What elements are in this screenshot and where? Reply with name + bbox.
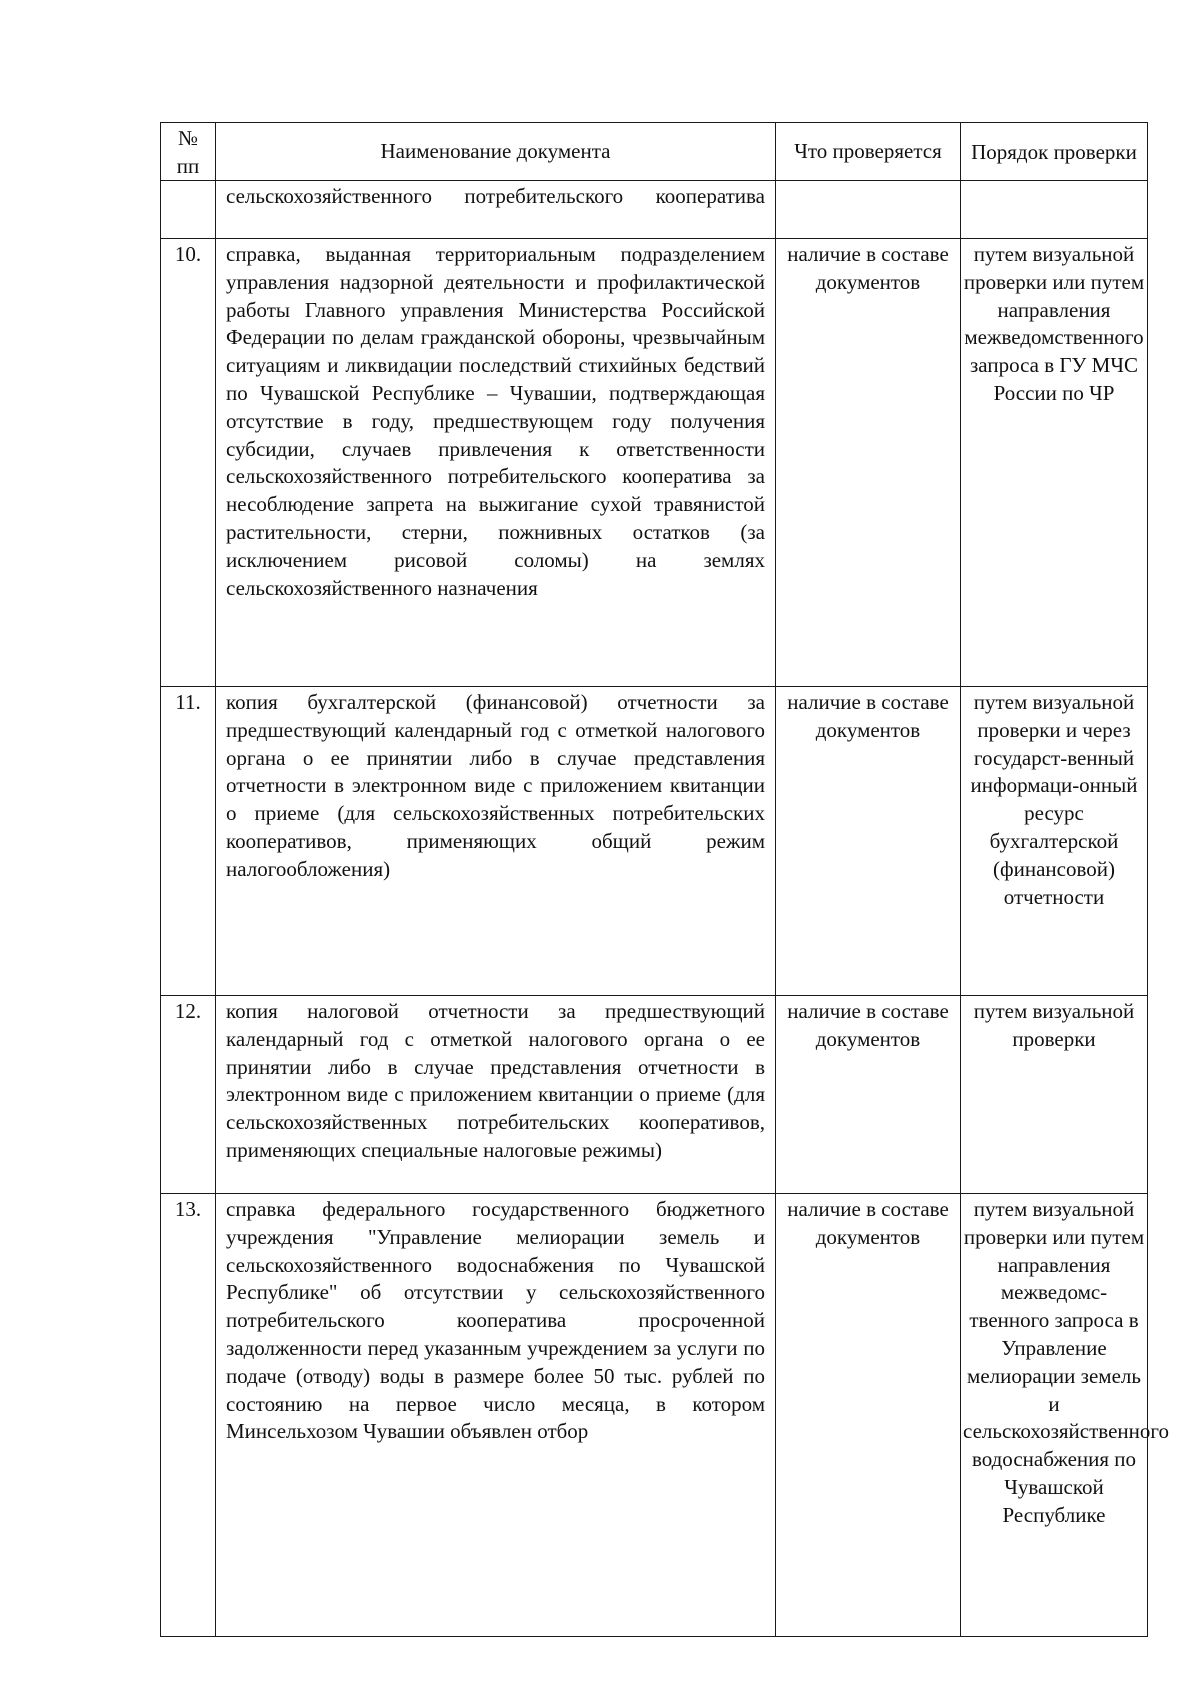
- row-check-order: путем визуальной проверки: [961, 996, 1148, 1194]
- table-row: [161, 239, 1148, 687]
- table-header-row: [161, 123, 1148, 181]
- table-row: [161, 1194, 1148, 1637]
- row-document: копия налоговой отчетности за предшествующий календарный год с отметкой налогового органа о ее принятии либо в случае представления отчетности в электронном виде с приложением квитанции о приеме (для сельскохозяйственных потребительских кооперативов, применяющих специальные налоговые режимы): [216, 996, 776, 1194]
- row-number: 11.: [161, 687, 216, 996]
- header-number-line2: пп: [176, 153, 200, 178]
- row-document: копия бухгалтерской (финансовой) отчетности за предшествующий календарный год с отметкой налогового органа о ее принятии либо в случае представления отчетности в электронном виде с приложением квитанции о приеме (для сельскохозяйственных потребительских кооперативов, применяющих общий режим налогообложения): [216, 687, 776, 996]
- row-what-checked: наличие в составе документов: [776, 239, 961, 687]
- header-what-checked: Что проверяется: [776, 123, 961, 181]
- row-check-order: путем визуальной проверки или путем направления межведомственного запроса в ГУ МЧС России по ЧР: [961, 239, 1148, 687]
- row-number: 12.: [161, 996, 216, 1194]
- row-document: справка, выданная территориальным подразделением управления надзорной деятельности и профилактической работы Главного управления Министерства Российской Федерации по делам гражданской обороны, чрезвычайным ситуациям и ликвидации последствий стихийных бедствий по Чувашской Республике – Чувашии, подтверждающая отсутствие в году, предшествующем году получения субсидии, случаев привлечения к ответственности сельскохозяйственного потребительского кооператива за несоблюдение запрета на выжигание сухой травянистой растительности, стерни, пожнивных остатков (за исключением рисовой соломы) на землях сельскохозяйственного назначения: [216, 239, 776, 687]
- table-row-continuation: [161, 181, 1148, 239]
- header-check-order: Порядок проверки: [961, 123, 1148, 181]
- continuation-what-cell: [776, 181, 961, 239]
- row-what-checked: наличие в составе документов: [776, 687, 961, 996]
- row-document: справка федерального государственного бюджетного учреждения "Управление мелиорации земель и сельскохозяйственного водоснабжения по Чувашской Республике" об отсутствии у сельскохозяйственного потребительского кооператива просроченной задолженности перед указанным учреждением за услуги по подаче (отводу) воды в размере более 50 тыс. рублей по состоянию на первое число месяца, в котором Минсельхозом Чувашии объявлен отбор: [216, 1194, 776, 1637]
- continuation-number-cell: [161, 181, 216, 239]
- header-number: [161, 123, 216, 181]
- row-check-order: путем визуальной проверки и через государст-венный информаци-онный ресурс бухгалтерской (финансовой) отчетности: [961, 687, 1148, 996]
- header-number-line1: №: [177, 125, 199, 150]
- row-what-checked: наличие в составе документов: [776, 1194, 961, 1637]
- table-row: [161, 687, 1148, 996]
- row-what-checked: наличие в составе документов: [776, 996, 961, 1194]
- continuation-document-cell: сельскохозяйственного потребительского кооператива: [216, 181, 776, 239]
- header-document: Наименование документа: [216, 123, 776, 181]
- document-check-table: [160, 122, 1169, 1637]
- row-number: 13.: [161, 1194, 216, 1637]
- row-number: 10.: [161, 239, 216, 687]
- row-check-order: путем визуальной проверки или путем направления межведомс-твенного запроса в Управление мелиорации земель и сельскохозяйственного водоснабжения по Чувашской Республике: [961, 1194, 1148, 1637]
- continuation-how-cell: [961, 181, 1148, 239]
- table-row: [161, 996, 1148, 1194]
